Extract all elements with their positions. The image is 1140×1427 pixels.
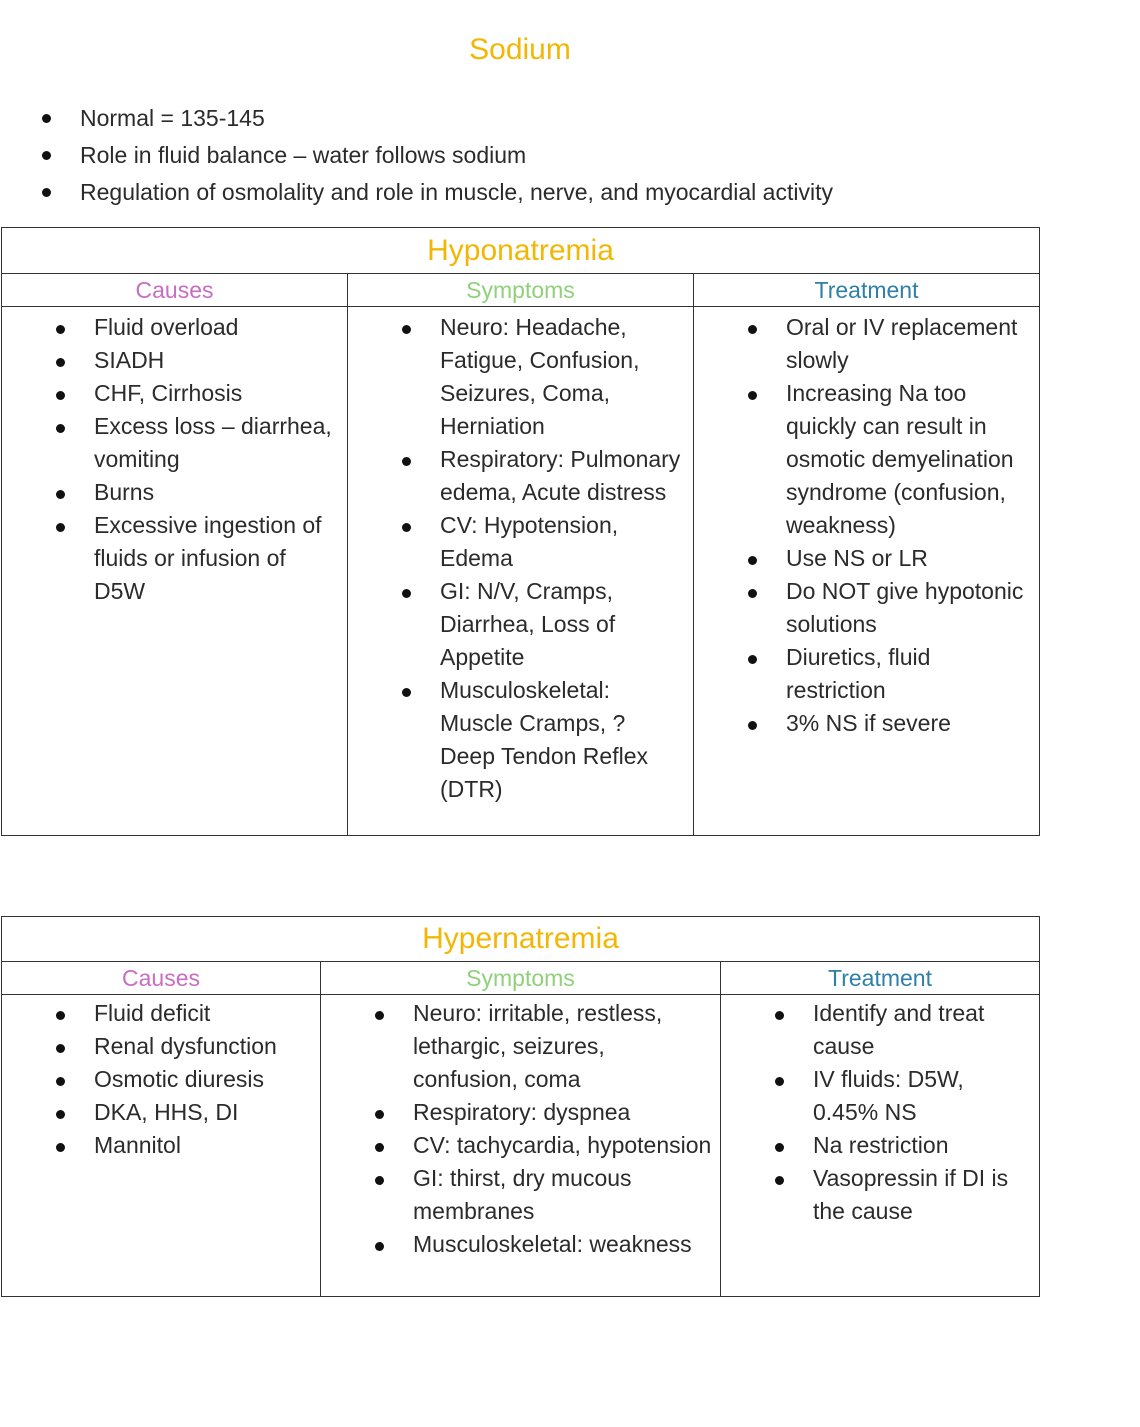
list-item: Musculoskeletal: Muscle Cramps, ? Deep Tendon Reflex (DTR)	[440, 674, 685, 806]
list-item: GI: N/V, Cramps, Diarrhea, Loss of Appetite	[440, 575, 685, 674]
symptoms-list	[321, 995, 720, 1261]
intro-item: Normal = 135-145	[0, 100, 833, 137]
treatment-list	[694, 307, 1039, 740]
list-item: Osmotic diuresis	[94, 1063, 312, 1096]
causes-list	[2, 995, 320, 1162]
list-item: Neuro: irritable, restless, lethargic, seizures, confusion, coma	[413, 997, 712, 1096]
symptoms-header: Symptoms	[321, 962, 721, 995]
intro-item: Role in fluid balance – water follows sodium	[0, 137, 833, 174]
intro-item: Regulation of osmolality and role in muscle, nerve, and myocardial activity	[0, 174, 833, 211]
treatment-cell	[721, 995, 1040, 1297]
list-item: Oral or IV replacement slowly	[786, 311, 1031, 377]
list-item: Musculoskeletal: weakness	[413, 1228, 712, 1261]
list-item: CV: tachycardia, hypotension	[413, 1129, 712, 1162]
treatment-header: Treatment	[721, 962, 1040, 995]
list-item: 3% NS if severe	[786, 707, 1031, 740]
list-item: Neuro: Headache, Fatigue, Confusion, Seizures, Coma, Herniation	[440, 311, 685, 443]
causes-list	[2, 307, 347, 608]
list-item: Respiratory: Pulmonary edema, Acute distress	[440, 443, 685, 509]
list-item: Mannitol	[94, 1129, 312, 1162]
causes-header: Causes	[2, 274, 348, 307]
list-item: Fluid deficit	[94, 997, 312, 1030]
symptoms-cell	[348, 307, 694, 836]
list-item: Renal dysfunction	[94, 1030, 312, 1063]
intro-list	[0, 100, 833, 211]
list-item: CV: Hypotension, Edema	[440, 509, 685, 575]
hypernatremia-table	[1, 916, 1040, 1297]
treatment-list	[721, 995, 1039, 1228]
causes-cell	[2, 995, 321, 1297]
list-item: Fluid overload	[94, 311, 339, 344]
list-item: Do NOT give hypotonic solutions	[786, 575, 1031, 641]
list-item: CHF, Cirrhosis	[94, 377, 339, 410]
list-item: Vasopressin if DI is the cause	[813, 1162, 1031, 1228]
treatment-cell	[694, 307, 1040, 836]
list-item: Identify and treat cause	[813, 997, 1031, 1063]
list-item: Diuretics, fluid restriction	[786, 641, 1031, 707]
hyponatremia-table	[1, 227, 1040, 836]
list-item: Excessive ingestion of fluids or infusion of D5W	[94, 509, 339, 608]
list-item: Excess loss – diarrhea, vomiting	[94, 410, 339, 476]
list-item: Increasing Na too quickly can result in osmotic demyelination syndrome (confusion, weakness)	[786, 377, 1031, 542]
list-item: Na restriction	[813, 1129, 1031, 1162]
causes-header: Causes	[2, 962, 321, 995]
hypernatremia-title: Hypernatremia	[2, 917, 1040, 962]
symptoms-cell	[321, 995, 721, 1297]
treatment-header: Treatment	[694, 274, 1040, 307]
list-item: Use NS or LR	[786, 542, 1031, 575]
causes-cell	[2, 307, 348, 836]
list-item: Burns	[94, 476, 339, 509]
list-item: Respiratory: dyspnea	[413, 1096, 712, 1129]
list-item: GI: thirst, dry mucous membranes	[413, 1162, 712, 1228]
symptoms-list	[348, 307, 693, 806]
symptoms-header: Symptoms	[348, 274, 694, 307]
list-item: DKA, HHS, DI	[94, 1096, 312, 1129]
list-item: IV fluids: D5W, 0.45% NS	[813, 1063, 1031, 1129]
list-item: SIADH	[94, 344, 339, 377]
hyponatremia-title: Hyponatremia	[2, 228, 1040, 274]
page-title: Sodium	[469, 33, 571, 66]
